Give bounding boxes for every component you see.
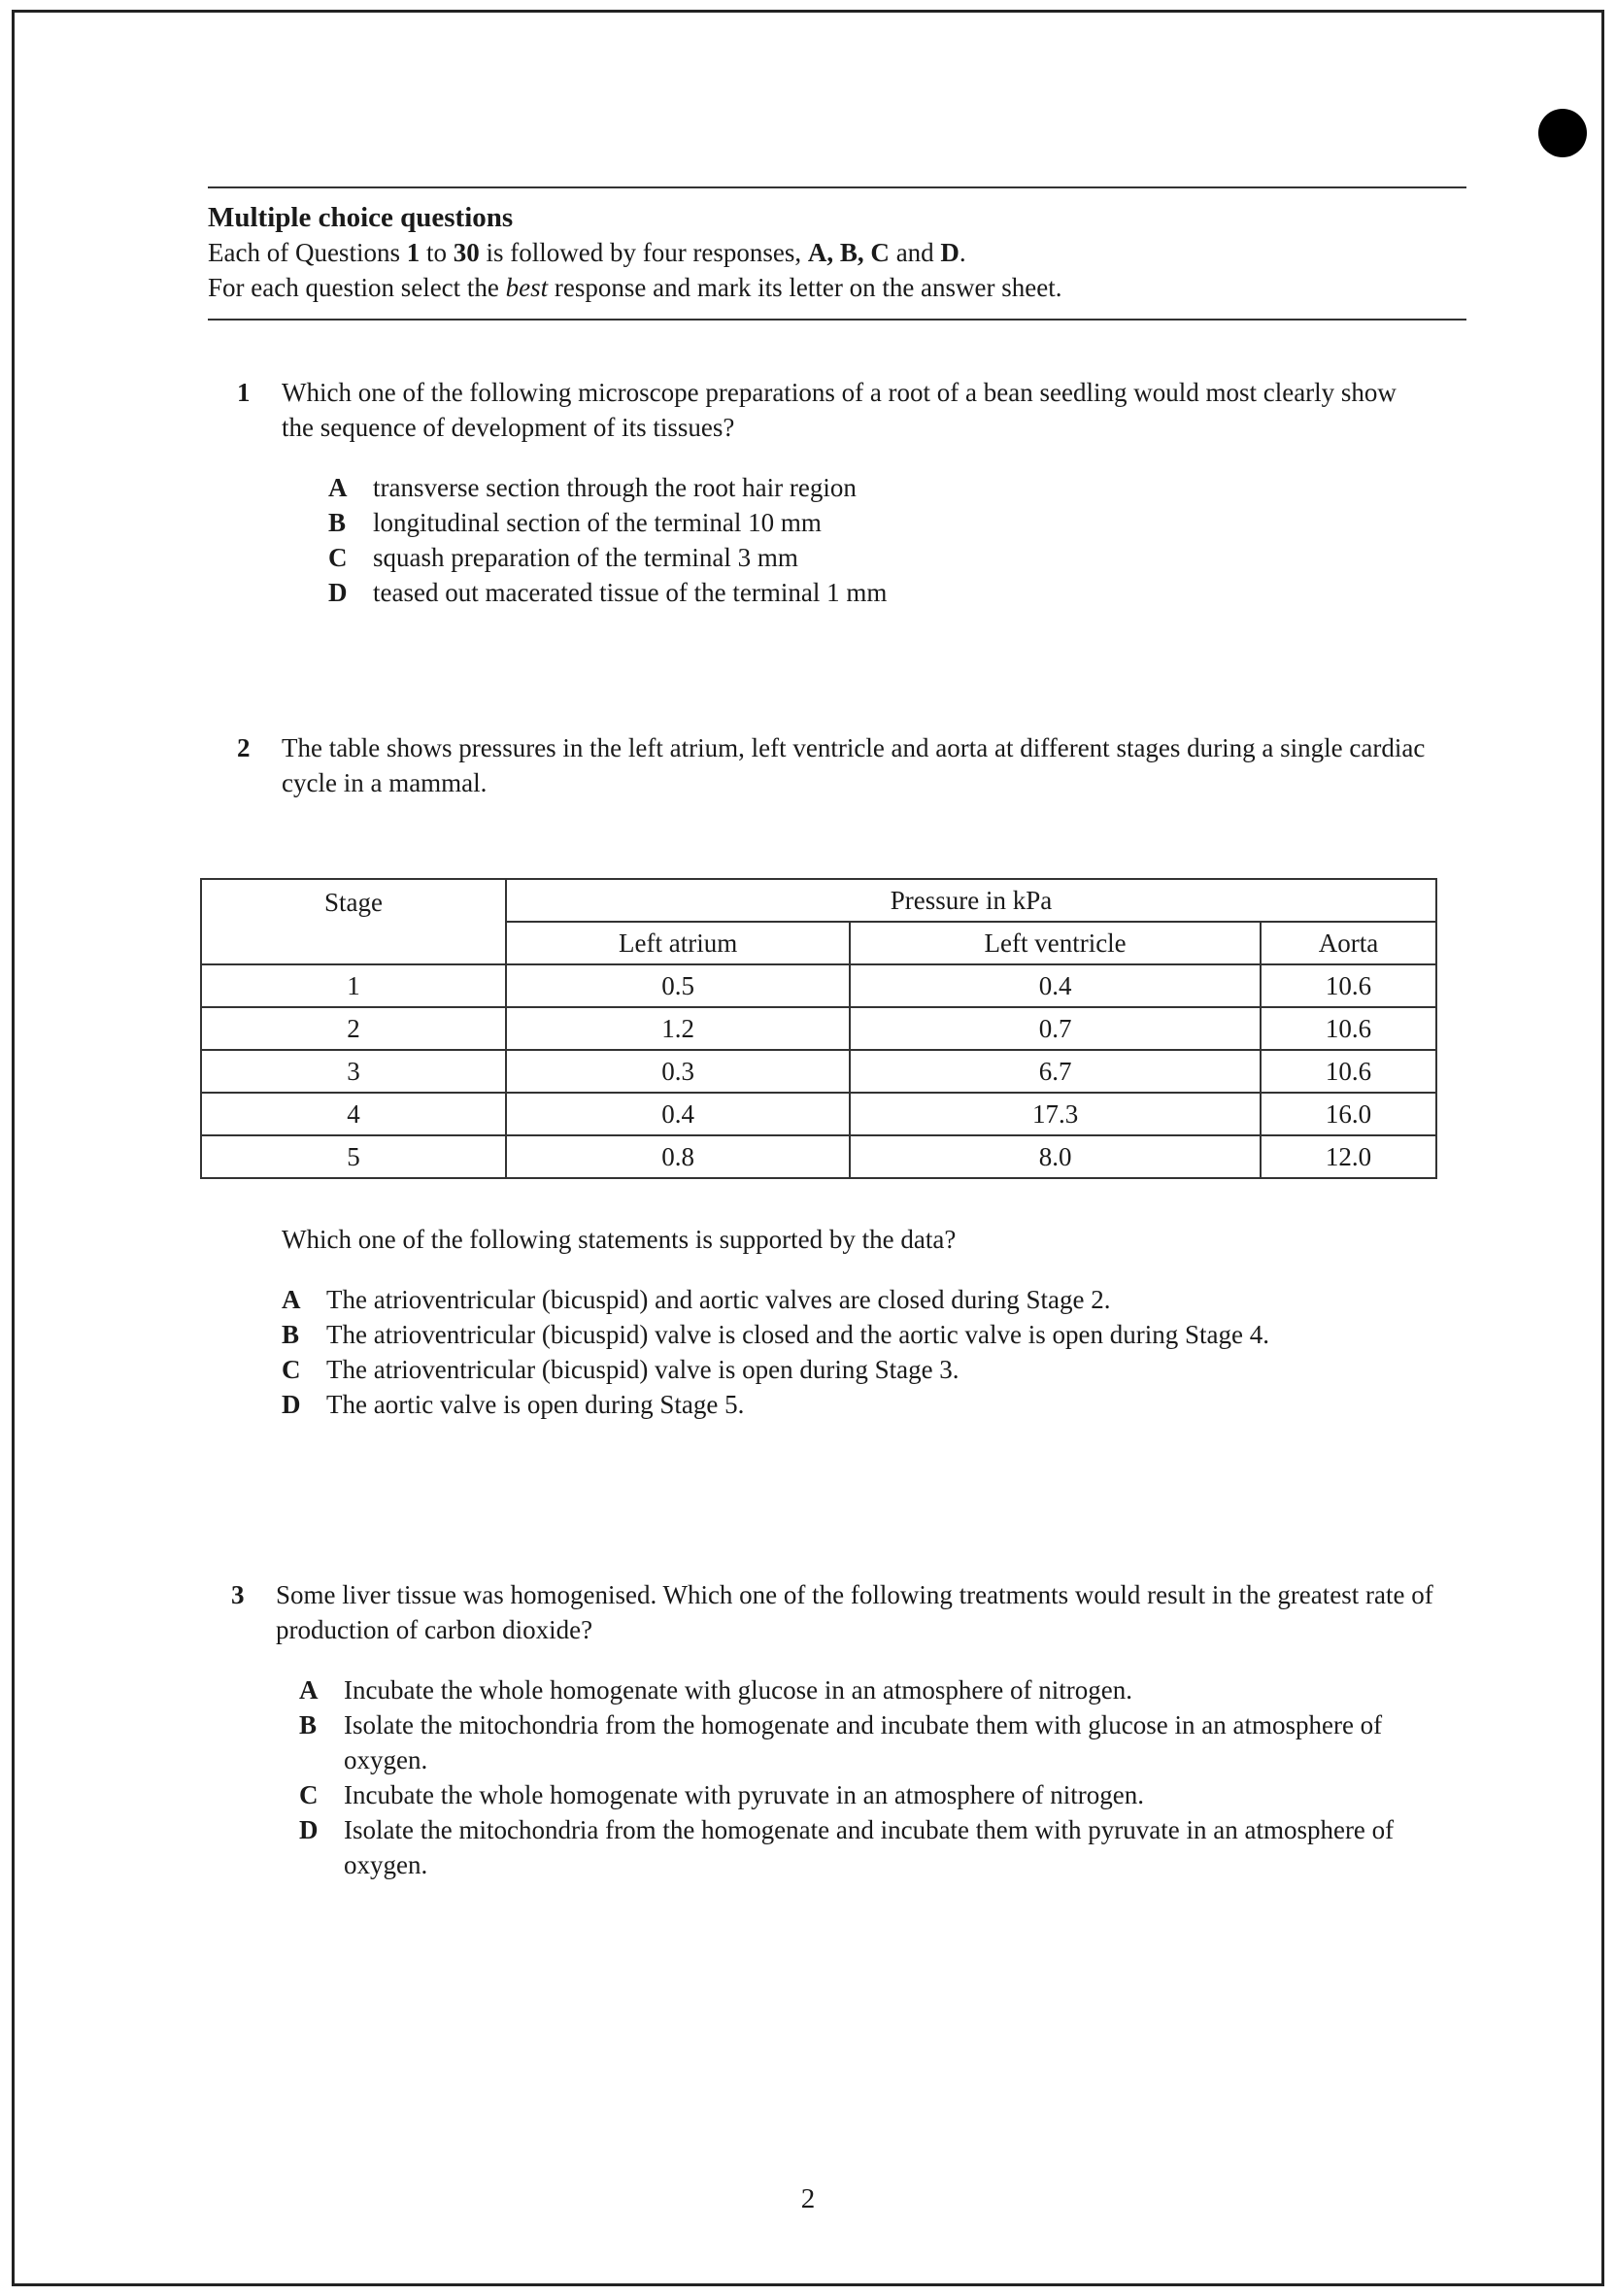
option-c: C Incubate the whole homogenate with pyruvate in an atmosphere of nitrogen. (299, 1780, 1144, 1809)
option-a: A Incubate the whole homogenate with glucose in an atmosphere of nitrogen. (299, 1675, 1133, 1705)
question-1 (237, 375, 1431, 610)
column-header: Left ventricle (850, 922, 1261, 964)
pressure-group-header: Pressure in kPa (506, 879, 1436, 922)
question-stem: Which one of the following microscope preparations of a root of a bean seedling would most clearly show the sequence of development of its tissues? (282, 378, 1397, 442)
left-ventricle-cell: 8.0 (850, 1135, 1261, 1178)
registration-dot (1538, 109, 1587, 157)
option-c: C The atrioventricular (bicuspid) valve is open during Stage 3. (282, 1355, 960, 1384)
left-ventricle-cell: 0.7 (850, 1007, 1261, 1050)
page-number: 2 (800, 2183, 816, 2214)
stage-header: Stage (201, 879, 506, 964)
left-ventricle-cell: 0.4 (850, 964, 1261, 1007)
stage-cell: 5 (201, 1135, 506, 1178)
stage-cell: 1 (201, 964, 506, 1007)
option-b: B Isolate the mitochondria from the homogenate and incubate them with glucose in an atmosphere of oxygen. (299, 1710, 1383, 1774)
stage-cell: 2 (201, 1007, 506, 1050)
column-header: Aorta (1261, 922, 1436, 964)
section-heading: Multiple choice questions (208, 202, 514, 233)
stage-cell: 4 (201, 1093, 506, 1135)
pressure-table (200, 878, 1437, 1179)
left-ventricle-cell: 6.7 (850, 1050, 1261, 1093)
option-b: B The atrioventricular (bicuspid) valve is closed and the aortic valve is open during Stage 4. (282, 1320, 1269, 1349)
question-number: 2 (237, 733, 251, 762)
option-d: D teased out macerated tissue of the terminal 1 mm (328, 578, 888, 607)
options-list (282, 1282, 1428, 1422)
option-c: C squash preparation of the terminal 3 mm (328, 543, 798, 572)
left-atrium-cell: 0.8 (506, 1135, 850, 1178)
left-ventricle-cell: 17.3 (850, 1093, 1261, 1135)
question-number: 1 (237, 378, 251, 407)
followup-prompt: Which one of the following statements is supported by the data? (282, 1225, 957, 1254)
left-atrium-cell: 0.4 (506, 1093, 850, 1135)
option-d: D Isolate the mitochondria from the homogenate and incubate them with pyruvate in an atmosphere of oxygen. (299, 1815, 1395, 1879)
aorta-cell: 16.0 (1261, 1093, 1436, 1135)
question-2-followup (282, 1222, 1428, 1422)
left-atrium-cell: 1.2 (506, 1007, 850, 1050)
table-row (201, 1135, 1436, 1178)
column-header: Left atrium (506, 922, 850, 964)
stage-cell: 3 (201, 1050, 506, 1093)
options-list (328, 470, 1431, 610)
option-a: A transverse section through the root hair region (328, 473, 857, 502)
table-row (201, 964, 1436, 1007)
options-list (299, 1672, 1435, 1882)
option-d: D The aortic valve is open during Stage 5. (282, 1390, 745, 1419)
option-a: A The atrioventricular (bicuspid) and aortic valves are closed during Stage 2. (282, 1285, 1111, 1314)
left-atrium-cell: 0.5 (506, 964, 850, 1007)
option-b: B longitudinal section of the terminal 10 mm (328, 508, 822, 537)
left-atrium-cell: 0.3 (506, 1050, 850, 1093)
instructions-line-1: Each of Questions 1 to 30 is followed by four responses, A, B, C and D. (208, 238, 966, 267)
instructions-box (208, 186, 1466, 321)
question-2 (237, 730, 1431, 800)
aorta-cell: 12.0 (1261, 1135, 1436, 1178)
table-row (201, 1007, 1436, 1050)
instructions-line-2: For each question select the best response and mark its letter on the answer sheet. (208, 273, 1062, 302)
table-row (201, 1093, 1436, 1135)
question-stem: Some liver tissue was homogenised. Which one of the following treatments would result in the greatest rate of production of carbon dioxide? (276, 1580, 1433, 1644)
question-stem: The table shows pressures in the left atrium, left ventricle and aorta at different stages during a single cardiac cycle in a mammal. (282, 733, 1426, 797)
aorta-cell: 10.6 (1261, 1007, 1436, 1050)
aorta-cell: 10.6 (1261, 964, 1436, 1007)
aorta-cell: 10.6 (1261, 1050, 1436, 1093)
question-3 (231, 1577, 1435, 1882)
table-row (201, 1050, 1436, 1093)
question-number: 3 (231, 1580, 245, 1609)
